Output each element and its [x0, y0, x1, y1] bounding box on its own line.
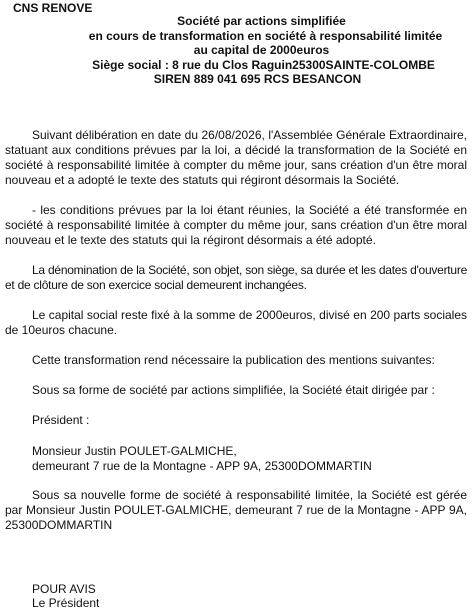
- president-name: Monsieur Justin POULET-GALMICHE,: [32, 444, 237, 458]
- company-registered-office: Siège social : 8 rue du Clos Raguin25300SAINTE-COLOMBE: [92, 57, 435, 72]
- paragraph-publication: Cette transformation rend nécessaire la publication des mentions suivantes:: [32, 353, 435, 367]
- paragraph-conditions: - les conditions prévues par la loi étant réunies, la Société a été transformée en société à responsabilité limitée à compter du même jour, sans création d'un être moral nouveau et le texte des statuts qui la régiront désormais a été adopté.: [5, 203, 467, 247]
- president-residence: demeurant 7 rue de la Montagne - APP 9A, 25300DOMMARTIN: [32, 459, 372, 473]
- paragraph-previous-management: Sous sa forme de société par actions simplifiée, la Société était dirigée par :: [32, 383, 435, 397]
- paragraph-denomination: La dénomination de la Société, son objet, son siège, sa durée et les dates d'ouverture et de clôture de son exercice social demeurent inchangées.: [5, 263, 467, 292]
- signature-pour-avis: POUR AVIS: [32, 582, 96, 596]
- paragraph-capital: Le capital social reste fixé à la somme de 2000euros, divisé en 200 parts sociales de 10euros chacune.: [5, 308, 467, 337]
- paragraph-deliberation: Suivant délibération en date du 26/08/2026, l'Assemblée Générale Extraordinaire, statuant aux conditions prévues par la loi, a décidé la transformation de la Société en société à responsabilité limitée à compter du même jour, sans création d'un être moral nouveau et a adopté le texte des statuts qui régiront désormais la Société.: [5, 128, 467, 187]
- company-capital: au capital de 2000euros: [193, 43, 330, 57]
- company-legal-form: Société par actions simplifiée: [177, 14, 346, 28]
- president-address: [5, 444, 467, 474]
- company-header: [0, 14, 473, 87]
- paragraph-president-label: Président :: [32, 413, 90, 427]
- notice-body: [5, 128, 467, 533]
- paragraph-new-management: Sous sa nouvelle forme de société à responsabilité limitée, la Société est gérée par Monsieur Justin POULET-GALMICHE, demeurant 7 rue de la Montagne - APP 9A, 25300DOMMARTIN: [5, 488, 467, 532]
- company-transformation-status: en cours de transformation en société à responsabilité limitée: [88, 28, 443, 43]
- company-name: CNS RENOVE: [13, 1, 93, 15]
- signature-role: Le Président: [32, 596, 100, 610]
- signature-block: [32, 582, 99, 610]
- company-siren: SIREN 889 041 695 RCS BESANCON: [153, 72, 362, 86]
